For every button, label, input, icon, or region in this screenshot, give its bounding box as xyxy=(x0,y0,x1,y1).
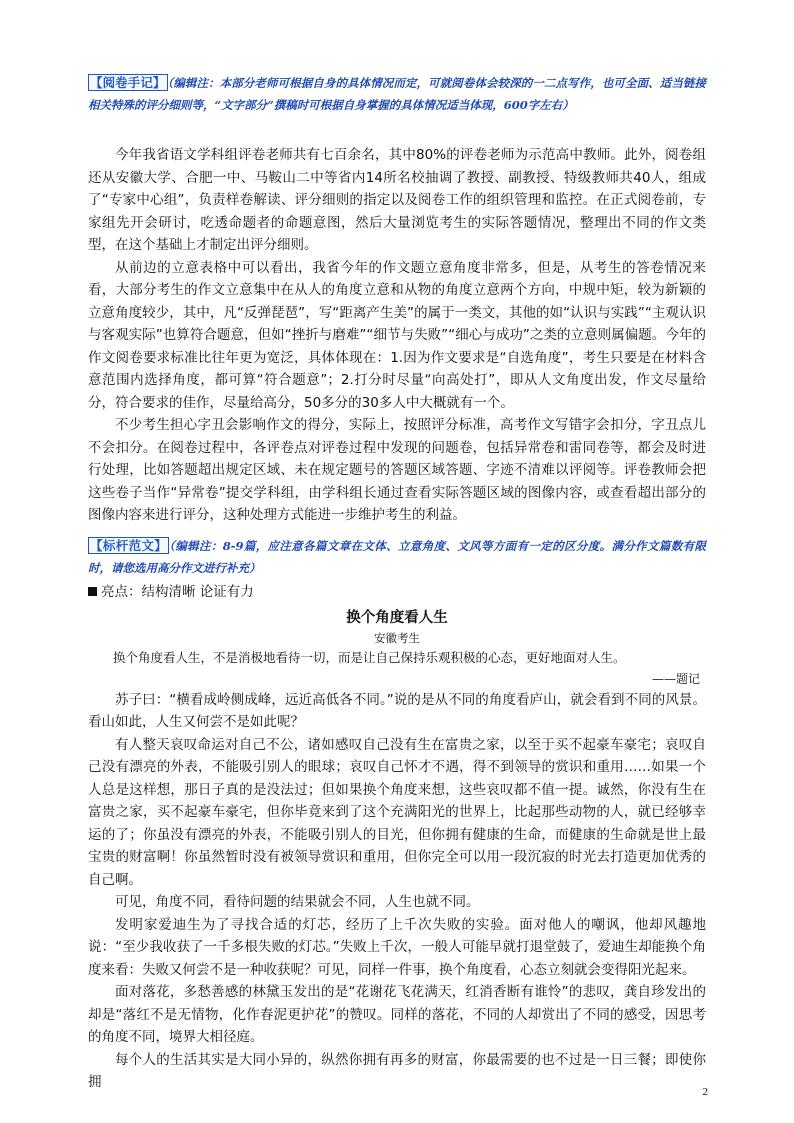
square-bullet-icon xyxy=(88,587,97,596)
paragraph: 可见，角度不同，看待问题的结果就会不同，人生也就不同。 xyxy=(115,894,480,910)
section-review-notes-header xyxy=(88,72,706,116)
section-tag: 【标杆范文】 xyxy=(90,537,168,553)
paragraph: 发明家爱迪生为了寻找合适的灯芯，经历了上千次失败的实验。面对他人的嘲讽，他却风趣地说：“至少我收获了一千多根失败的灯芯。”失败上千次，一般人可能早就打退堂鼓了，爱迪生却能换个角度来看：失败又何尝不是一种收获呢？可见，同样一件事，换个角度看，心态立刻就会变得阳光起来。 xyxy=(88,916,706,978)
paragraph: 每个人的生活其实是大同小异的，纵然你拥有再多的财富，你最需要的也不过是一日三餐；即使你拥 xyxy=(88,1051,706,1090)
paragraph: 不少考生担心字丑会影响作文的得分，实际上，按照评分标准，高考作文写错字会扣分，字丑点儿不会扣分。在阅卷过程中，各评卷点对评卷过程中发现的问题卷，包括异常卷和雷同卷等，都会及时进行处理，比如答题超出规定区域、未在规定题号的答题区域答题、字迹不清难以评阅等。评卷教师会把这些卷子当作“异常卷”提交学科组，由学科组长通过查看实际答题区域的图像内容，或查看超出部分的图像内容来进行评分，这种处理方式能进一步维护考生的利益。 xyxy=(88,417,706,523)
essay-author: 安徽考生 xyxy=(374,630,420,645)
highlight-line xyxy=(88,581,706,603)
section-model-essay-header xyxy=(88,535,706,579)
document-page xyxy=(88,72,706,1094)
paragraph: 从前边的立意表格中可以看出，我省今年的作文题立意角度非常多，但是，从考生的答卷情况来看，大部分考生的作文立意集中在从人的角度立意和从物的角度立意两个方向，中规中矩，较为新颖的立意角度较少，其中，凡“反弹琵琶”，写“距离产生美”的属于一类文，其他的如“认识与实践”“主观认识与客观实际”也算符合题意，但如“挫折与磨难”“细节与失败”“细心与成功”之类的立意则属偏题。今年的作文阅卷要求标准比往年更为宽泛，具体体现在：1.因为作文要求是“自选角度”，考生只要是在材料含意范围内选择角度，都可算“符合题意”；2.打分时尽量“向高处打”，即从人文角度出发，作文尽量给分，符合要求的佳作，尽量给高分，50多分的30多人中大概就有一个。 xyxy=(88,259,706,411)
section-tag: 【阅卷手记】 xyxy=(90,75,166,90)
page-number: 2 xyxy=(702,1086,708,1098)
editor-note: （编辑注：本部分老师可根据自身的具体情况而定，可就阅卷体会较深的一二点写作，也可全面、适当链接相关特殊的评分细则等，“文字部分”撰稿时可根据自身掌握的具体情况适当体现，600字左右） xyxy=(88,76,706,112)
editor-note: （编辑注：8-9篇，应注意各篇文章在文体、立意角度、文风等方面有一定的区分度。满分作文篇数有限时，请您选用高分作文进行补充） xyxy=(88,538,706,575)
paragraph: 今年我省语文学科组评卷老师共有七百余名，其中80%的评卷老师为示范高中教师。此外，阅卷组还从安徽大学、合肥一中、马鞍山二中等省内14所名校抽调了教授、副教授、特级教师共40人，组成了“专家中心组”，负责样卷解读、评分细则的指定以及阅卷工作的组织管理和监控。在正式阅卷前，专家组先开会研讨，吃透命题者的命题意图，然后大量浏览考生的实际答题情况，整理出不同的作文类型，在这个基础上才制定出评分细则。 xyxy=(88,147,706,253)
paragraph: 面对落花，多愁善感的林黛玉发出的是“花谢花飞花满天，红消香断有谁怜”的悲叹，龚自珍发出的却是“落红不是无情物，化作春泥更护花”的赞叹。同样的落花，不同的人却赏出了不同的感受，因思考的角度不同，境界大相径庭。 xyxy=(88,984,706,1045)
paragraph: 苏子曰：“横看成岭侧成峰，远近高低各不同。”说的是从不同的角度看庐山，就会看到不同的风景。看山如此，人生又何尝不是如此呢？ xyxy=(88,691,706,730)
highlight-text: 亮点：结构清晰 论证有力 xyxy=(101,583,254,600)
epigraph-signature: ——题记 xyxy=(651,671,700,686)
epigraph: 换个角度看人生，不是消极地看待一切，而是让自己保持乐观积极的心态，更好地面对人生。 xyxy=(113,649,626,665)
paragraph: 有人整天哀叹命运对自己不公，诸如感叹自己没有生在富贵之家，以至于买不起豪车豪宅；哀叹自己没有漂亮的外表，不能吸引别人的眼球；哀叹自己怀才不遇，得不到领导的赏识和重用……如果一个人总是这样想，那日子真的是没法过；但如果换个角度来想，这些哀叹都不值一提。诚然，你没有生在富贵之家，买不起豪车豪宅，但你毕竟来到了这个充满阳光的世界上，比起那些动物的人，就已经够幸运的了；你虽没有漂亮的外表，不能吸引别人的目光，但你拥有健康的生命，而健康的生命就是世上最宝贵的财富啊！你虽然暂时没有被领导赏识和重用，但你完全可以用一段沉寂的时光去打造更加优秀的自己啊。 xyxy=(88,736,706,888)
essay-title: 换个角度看人生 xyxy=(346,609,448,626)
